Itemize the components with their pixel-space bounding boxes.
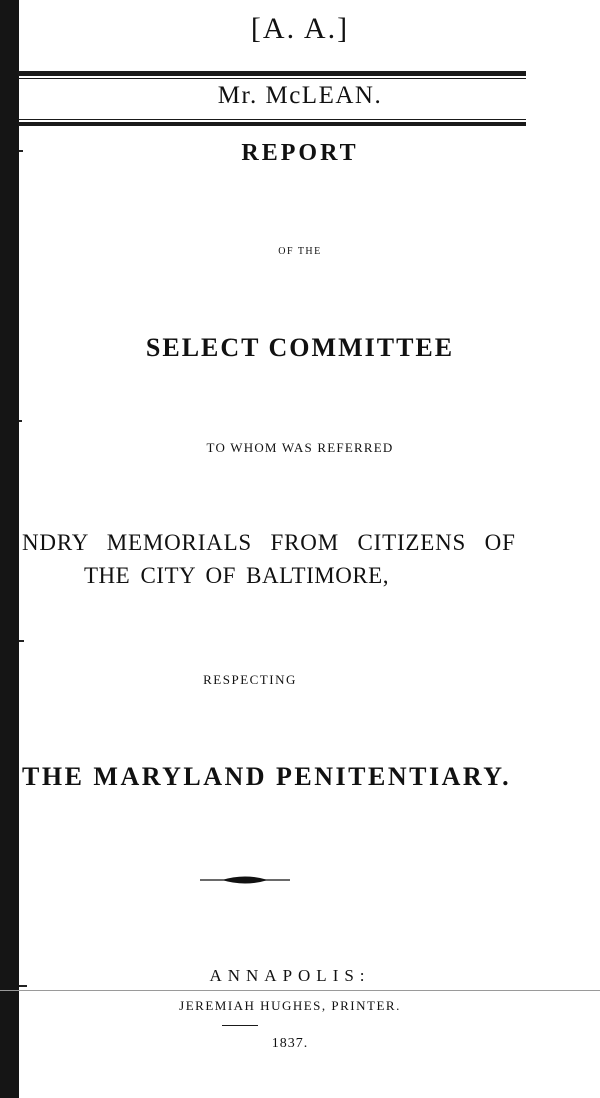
- subject-line-1: NDRY MEMORIALS FROM CITIZENS OF: [22, 530, 516, 555]
- fold-line: [0, 990, 600, 991]
- bottom-rule: [18, 122, 526, 126]
- report-heading: REPORT: [241, 140, 359, 166]
- member-name: Mr. McLEAN.: [217, 82, 383, 109]
- of-the-connector: OF THE: [278, 246, 322, 257]
- institution-title: THE MARYLAND PENITENTIARY.: [22, 762, 512, 791]
- imprint-year: 1837.: [271, 1036, 309, 1051]
- imprint-printer: JEREMIAH HUGHES, PRINTER.: [179, 998, 401, 1013]
- binding-tick: [19, 640, 24, 642]
- bottom-rule-thin: [18, 119, 526, 120]
- top-rule: [18, 71, 526, 76]
- binding-tick: [19, 420, 22, 422]
- docket-mark: [A. A.]: [250, 12, 350, 45]
- top-rule-thin: [18, 78, 526, 79]
- subject-line-2: THE CITY OF BALTIMORE,: [84, 563, 389, 588]
- imprint-rule: [222, 1025, 258, 1026]
- respecting-line: RESPECTING: [203, 672, 297, 687]
- imprint-place: ANNAPOLIS:: [209, 966, 371, 985]
- ornament-rule: [200, 872, 290, 888]
- committee-title: SELECT COMMITTEE: [145, 333, 455, 362]
- referral-line: TO WHOM WAS REFERRED: [206, 440, 394, 455]
